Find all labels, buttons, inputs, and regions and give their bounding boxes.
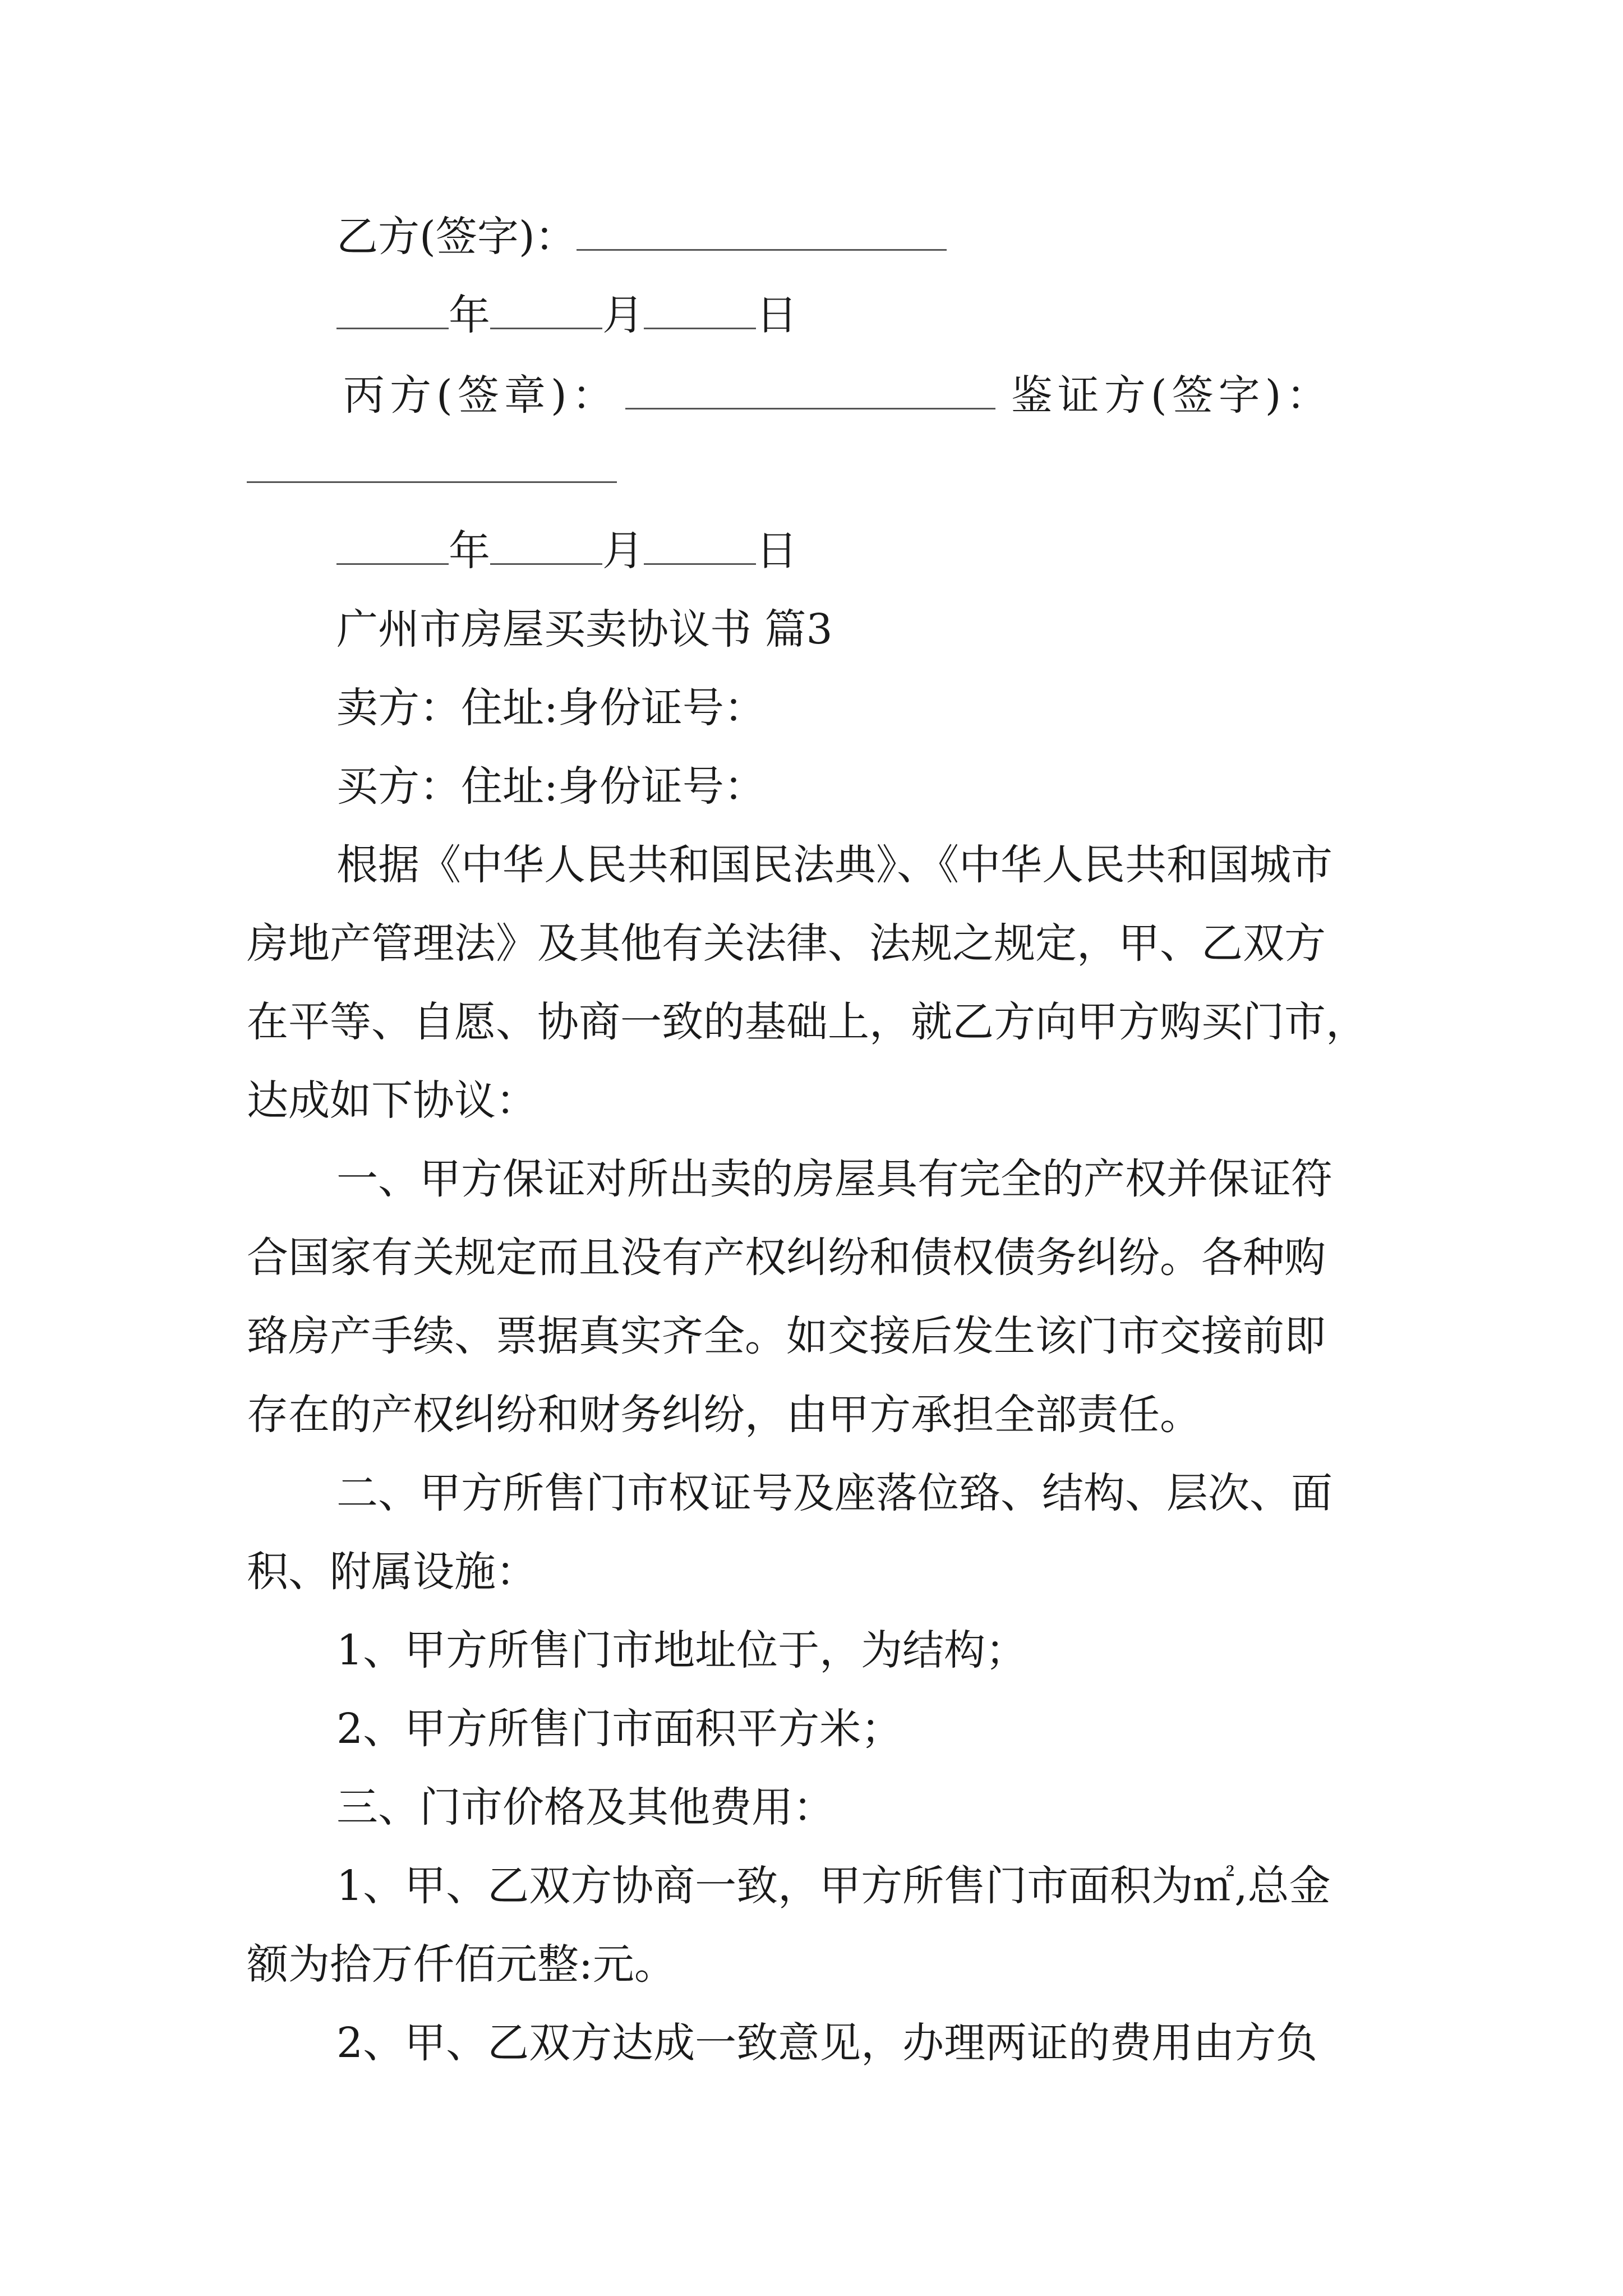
clause3-item1-line-2: 额为拾万仟佰元整:元。 xyxy=(247,1940,676,1989)
intro-line-2: 房地产管理法》及其他有关法律、法规之规定，甲、乙双方 xyxy=(247,919,1326,968)
day-label: 日 xyxy=(756,291,797,339)
year-blank xyxy=(336,316,449,329)
clause3-item1-line-1: 1、甲、乙双方协商一致，甲方所售门市面积为㎡,总金 xyxy=(336,1862,1331,1910)
clause3-item2-line-1: 2、甲、乙双方达成一致意见，办理两证的费用由方负 xyxy=(336,2019,1318,2067)
clause1-line-2: 合国家有关规定而且没有产权纠纷和债权债务纠纷。各种购 xyxy=(247,1234,1326,1282)
jianzheng-signature-blank xyxy=(247,481,617,483)
bing-jianzheng-line xyxy=(343,367,1398,424)
clause1-line-4: 存在的产权纠纷和财务纠纷，由甲方承担全部责任。 xyxy=(247,1391,1201,1439)
yi-signature-line xyxy=(336,209,1391,265)
intro-line-3: 在平等、自愿、协商一致的基础上，就乙方向甲方购买门市， xyxy=(247,998,1367,1046)
buyer-line: 买方：住址:身份证号： xyxy=(336,762,766,811)
month-blank xyxy=(490,552,602,565)
clause2-line-1: 二、甲方所售门市权证号及座落位臵、结构、层次、面 xyxy=(336,1469,1332,1517)
yi-signature-blank xyxy=(577,238,947,251)
clause3-heading: 三、门市价格及其他费用： xyxy=(336,1783,834,1832)
year-label: 年 xyxy=(449,527,490,575)
date-line-1 xyxy=(336,287,1391,343)
clause2-line-2: 积、附属设施： xyxy=(247,1548,537,1596)
clause2-item-1: 1、甲方所售门市地址位于，为结构； xyxy=(336,1626,1027,1674)
month-blank xyxy=(490,316,602,329)
seller-line: 卖方：住址:身份证号： xyxy=(336,684,766,732)
day-blank xyxy=(644,316,756,329)
jianzheng-signature-label: 鉴证方(签字)： xyxy=(1011,371,1333,420)
yi-signature-label: 乙方(签字)： xyxy=(336,213,577,261)
clause1-line-1: 一、甲方保证对所出卖的房屋具有完全的产权并保证符 xyxy=(336,1155,1332,1203)
intro-line-1: 根据《中华人民共和国民法典》、《中华人民共和国城市 xyxy=(336,841,1332,889)
date-line-2 xyxy=(336,523,1391,579)
bing-signature-label: 丙方(签章)： xyxy=(343,371,619,420)
section-title: 广州市房屋买卖协议书 篇3 xyxy=(336,605,833,654)
intro-line-4: 达成如下协议： xyxy=(247,1076,537,1125)
year-label: 年 xyxy=(449,291,490,339)
year-blank xyxy=(336,552,449,565)
day-label: 日 xyxy=(756,527,797,575)
clause1-line-3: 臵房产手续、票据真实齐全。如交接后发生该门市交接前即 xyxy=(247,1312,1326,1360)
clause2-item-2: 2、甲方所售门市面积平方米； xyxy=(336,1705,903,1753)
month-label: 月 xyxy=(602,291,644,339)
bing-signature-blank xyxy=(625,397,995,409)
day-blank xyxy=(644,552,756,565)
month-label: 月 xyxy=(602,527,644,575)
